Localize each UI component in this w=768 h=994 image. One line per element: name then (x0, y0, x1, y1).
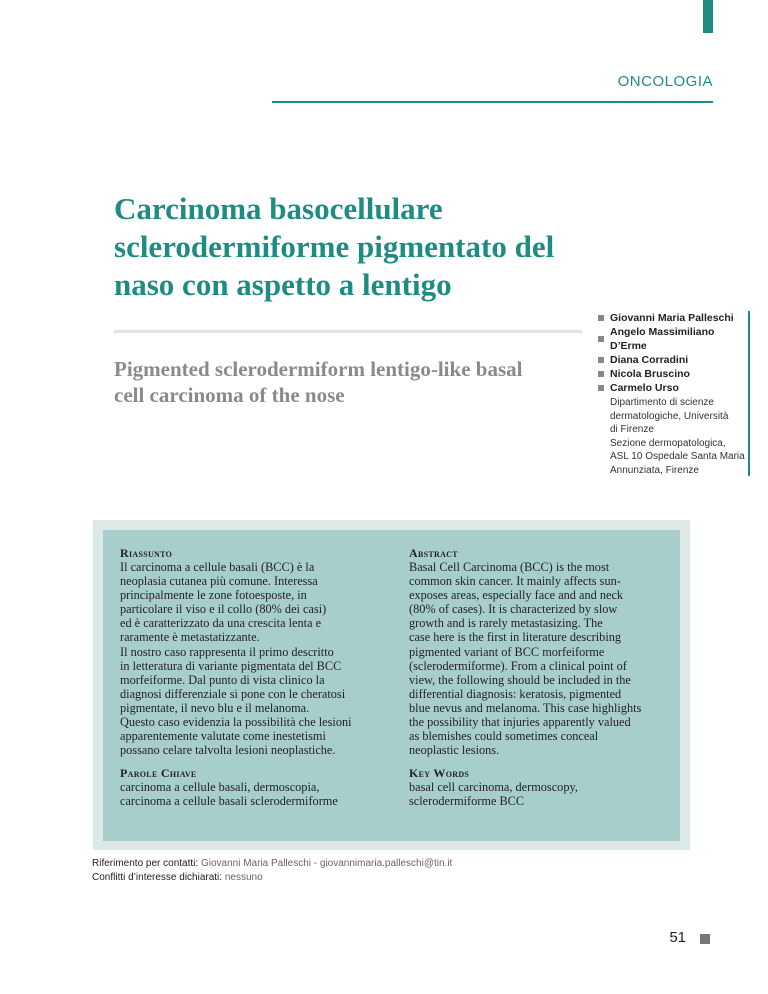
article-subtitle: Pigmented sclerodermiform lentigo-like basal cell carcinoma of the nose (114, 357, 523, 407)
key-words-text: basal cell carcinoma, dermoscopy, sclerodermiforme BCC (409, 780, 578, 809)
abstract-text: Basal Cell Carcinoma (BCC) is the most common skin cancer. It mainly affects sun- exposes areas, especially face and and neck (80% of cases). It is characterized by slow growth and is rarely metastasizing. The case here is the first in literature describing pigmented variant of BCC morfeiforme (sclerodermiforme). From a clinical point of view, the following should be included in the differential diagnosis: keratosis, pigmented blue nevus and melanoma. This case highlights the possibility that injuries apparently valued as blemishes could sometimes conceal neoplastic lesions. (409, 560, 642, 758)
bullet-square-icon (598, 357, 604, 363)
riassunto-text: Il carcinoma a cellule basali (BCC) è la neoplasia cutanea più comune. Interessa principalmente le zone fotoesposte, in particolare il viso e il collo (80% dei casi) ed è caratterizzato da una crescita lenta e raramente è metastatizzante. Il nostro caso rappresenta il primo descritto in letteratura di variante pigmentata del BCC morfeiforme. Dal punto di vista clinico la diagnosi differenziale si pone con le cheratosi pigmentate, il nevo blu e il melanoma. Questo caso evidenzia la possibilità che lesioni apparentemente valutate come inestetismi possano celare talvolta lesioni neoplastiche. (120, 560, 352, 758)
author-name: Angelo Massimiliano D’Erme (610, 326, 715, 352)
contact-line (92, 857, 452, 871)
author-block (598, 311, 750, 476)
page-square-icon (700, 934, 710, 944)
contact-value: Giovanni Maria Palleschi - giovannimaria.palleschi@tin.it (200, 858, 453, 869)
title-rule (114, 330, 582, 333)
author-affiliation: Dipartimento di scienze dermatologiche, Università di Firenze Sezione dermopatologica, ASL 10 Ospedale Santa Maria Annunziata, Firenze (610, 397, 745, 476)
top-color-tab (703, 0, 713, 33)
author-item (598, 381, 748, 395)
conflict-line (92, 871, 452, 885)
bullet-square-icon (598, 315, 604, 321)
abstract-section (409, 546, 671, 757)
parole-chiave-section (120, 766, 370, 808)
parole-chiave-text: carcinoma a cellule basali, dermoscopia, carcinoma a cellule basali sclerodermiforme (120, 780, 338, 809)
abstract-heading: Abstract (409, 546, 458, 560)
key-words-section (409, 766, 671, 808)
author-name: Carmelo Urso (610, 382, 679, 394)
bullet-square-icon (598, 385, 604, 391)
section-rule (272, 101, 713, 103)
author-name: Nicola Bruscino (610, 368, 690, 380)
bullet-square-icon (598, 371, 604, 377)
riassunto-heading: Riassunto (120, 546, 173, 560)
bullet-square-icon (598, 336, 604, 342)
author-item (598, 353, 748, 367)
conflict-label: Conflitti d’interesse dichiarati: (92, 872, 223, 883)
author-item (598, 325, 748, 353)
parole-chiave-heading: Parole Chiave (120, 766, 197, 780)
riassunto-section (120, 546, 370, 757)
page-number: 51 (669, 929, 686, 946)
conflict-value: nessuno (224, 872, 263, 883)
contact-label: Riferimento per contatti: (92, 858, 199, 869)
author-name: Giovanni Maria Palleschi (610, 312, 734, 324)
author-item (598, 367, 748, 381)
footer-notes (92, 857, 452, 885)
author-item (598, 311, 748, 325)
article-title: Carcinoma basocellulare sclerodermiforme pigmentato del naso con aspetto a lentigo (114, 191, 555, 302)
key-words-heading: Key Words (409, 766, 470, 780)
author-name: Diana Corradini (610, 354, 689, 366)
section-label: ONCOLOGIA (617, 73, 713, 90)
